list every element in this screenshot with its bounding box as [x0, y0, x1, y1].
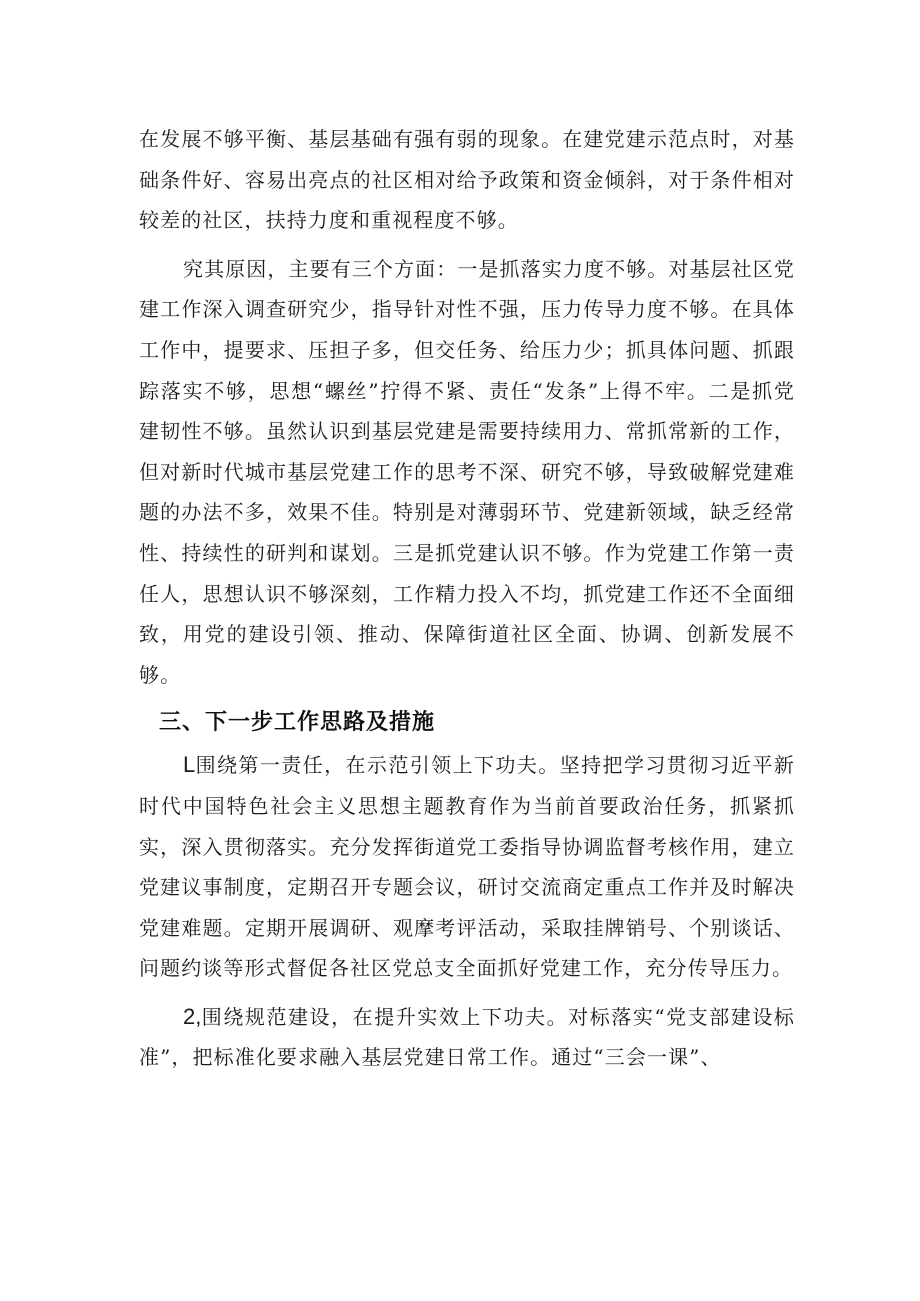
paragraph-causes: 究其原因，主要有三个方面：一是抓落实力度不够。对基层社区党建工作深入调查研究少，指导针对性不强，压力传导力度不够。在具体工作中，提要求、压担子多，但交任务、给压力少；抓具体问题、抓跟踪落实不够，思想“螺丝”拧得不紧、责任“发条”上得不牢。二是抓党建韧性不够。虽然认识到基层党建是需要持续用力、常抓常新的工作，但对新时代城市基层党建工作的思考不深、研究不够，导致破解党建难题的办法不多，效果不佳。特别是对薄弱环节、党建新领域，缺乏经常性、持续性的研判和谋划。三是抓党建认识不够。作为党建工作第一责任人，思想认识不够深刻，工作精力投入不均，抓党建工作还不全面细致，用党的建设引领、推动、保障街道社区全面、协调、创新发展不够。	[139, 256, 795, 687]
list-number: 2,	[183, 1003, 202, 1029]
paragraph-text: 围绕第一责任，在示范引领上下功夫。坚持把学习贯彻习近平新时代中国特色社会主义思想主题教育作为当前首要政治任务，抓紧抓实，深入贯彻落实。充分发挥街道党工委指导协调监督考核作用，建立党建议事制度，定期召开专题会议，研讨交流商定重点工作并及时解决党建难题。定期开展调研、观摩考评活动，采取挂牌销号、个别谈话、问题约谈等形式督促各社区党总支全面抓好党建工作，充分传导压力。	[139, 753, 795, 981]
list-number: L	[183, 752, 196, 778]
document-body	[139, 119, 795, 1078]
paragraph-text: 围绕规范建设，在提升实效上下功夫。对标落实“党支部建设标准”，把标准化要求融入基层党建日常工作。通过“三会一课”、	[139, 1004, 795, 1070]
section-heading: 三、下一步工作思路及措施	[159, 710, 436, 736]
paragraph-continued: 在发展不够平衡、基层基础有强有弱的现象。在建党建示范点时，对基础条件好、容易出亮点的社区相对给予政策和资金倾斜，对于条件相对较差的社区，扶持力度和重视程度不够。	[139, 127, 795, 233]
paragraph-measure-1	[139, 745, 795, 989]
paragraph-measure-2	[139, 997, 795, 1078]
